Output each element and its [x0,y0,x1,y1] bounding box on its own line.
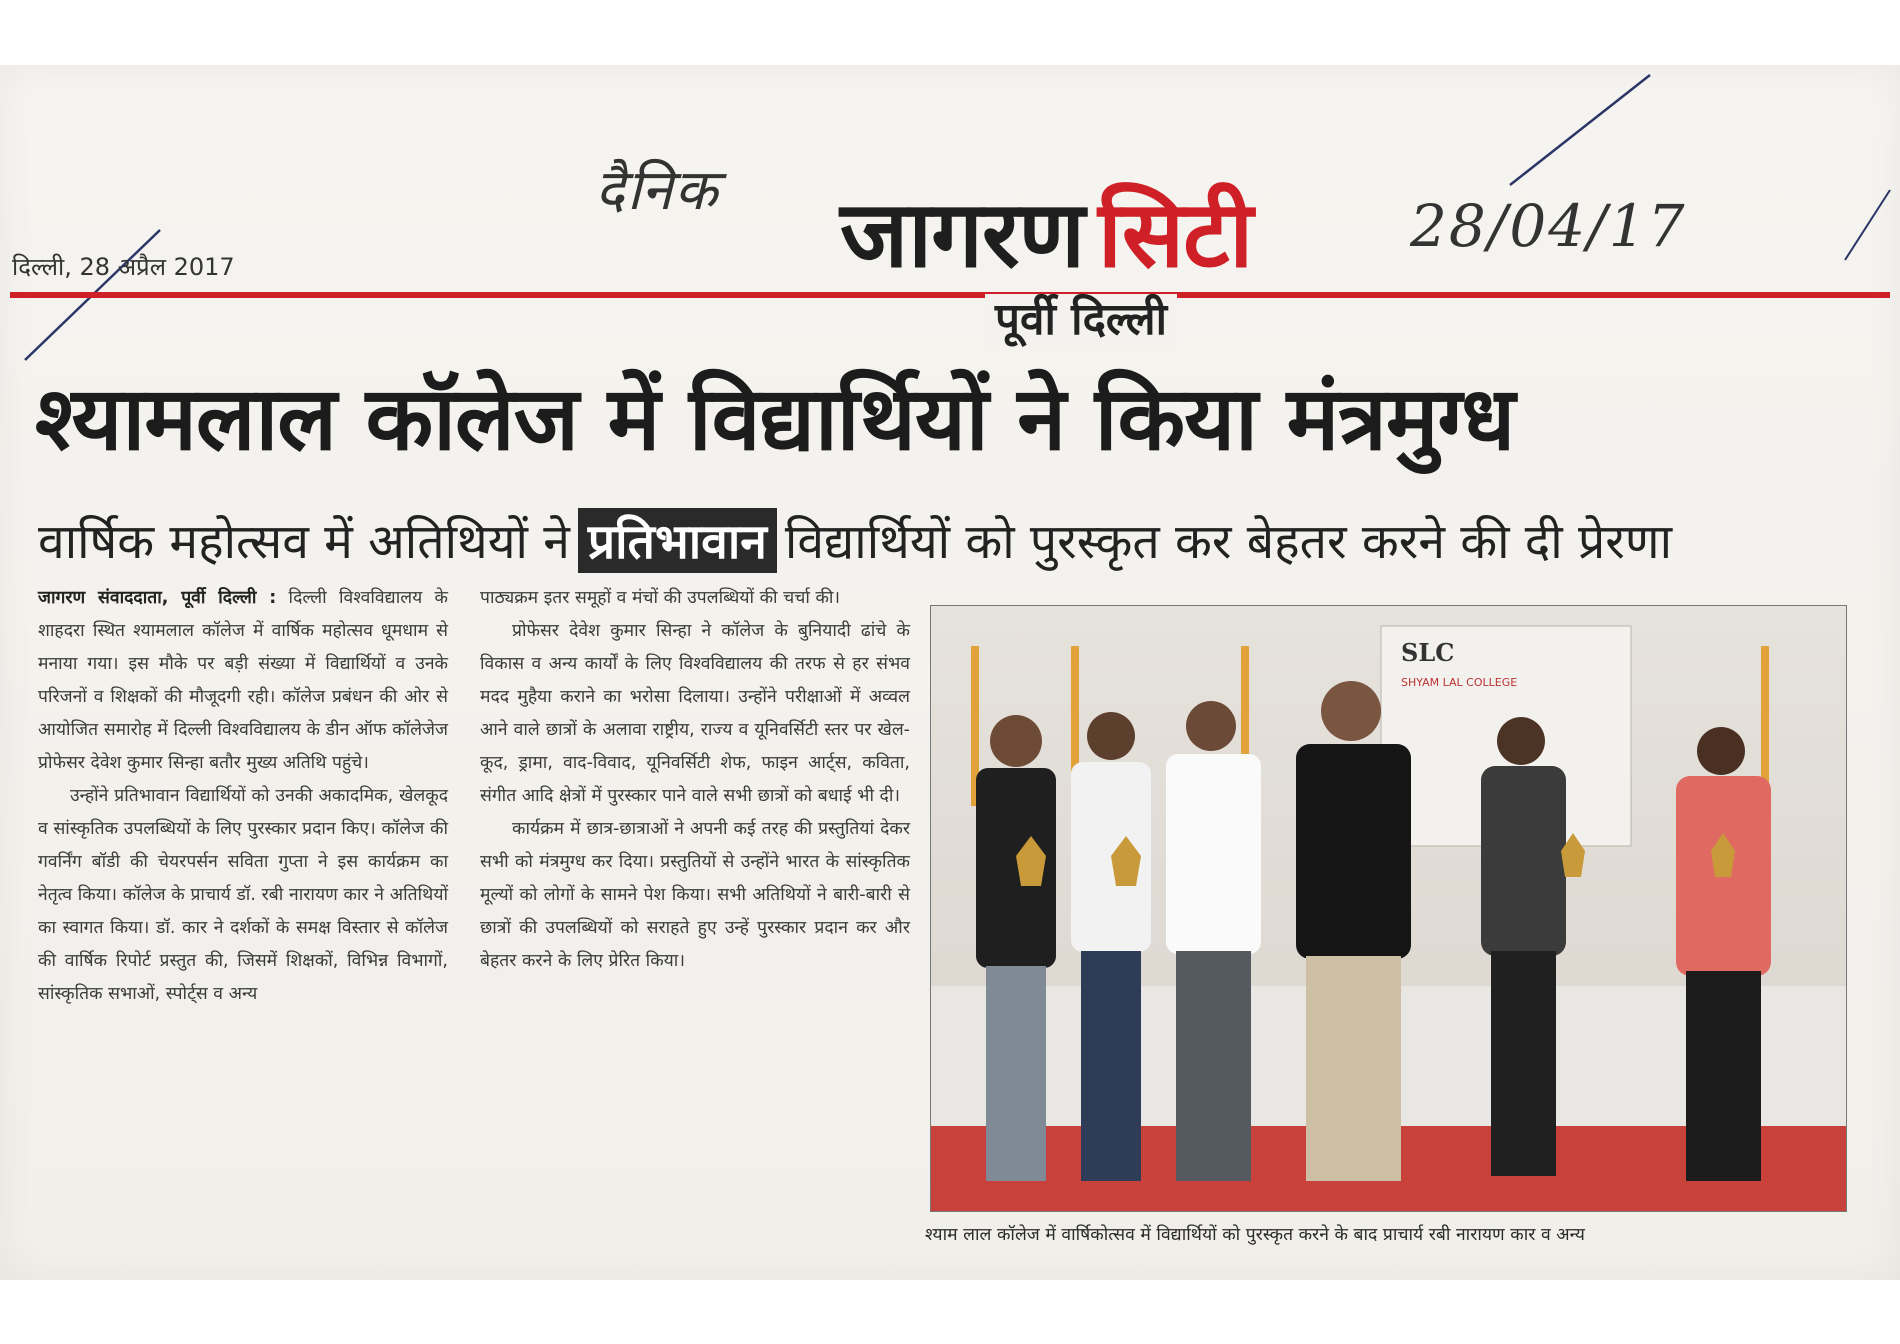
article-paragraph [38,582,448,780]
article-paragraph: कार्यक्रम में छात्र-छात्राओं ने अपनी कई तरह की प्रस्तुतियां देकर सभी को मंत्रमुग्ध कर दिया। प्रस्तुतियों से उन्होंने भारत के सांस्कृतिक मूल्यों को लोगों के सामने पेश किया। सभी अतिथियों ने बारी-बारी से छात्रों की उपलब्धियों को सराहते हुए उन्हें पुरस्कार प्रदान कर और बेहतर करने के लिए प्रेरित किया। [480,819,910,971]
article-paragraph: प्रोफेसर देवेश कुमार सिन्हा ने कॉलेज के बुनियादी ढांचे के विकास व अन्य कार्यों के लिए विश्वविद्यालय की तरफ से हर संभव मदद मुहैया कराने का भरोसा दिलाया। उन्होंने परीक्षाओं में अव्वल आने वाले छात्रों के अलावा राष्ट्रीय, राज्य व यूनिवर्सिटी स्तर पर खेल-कूद, ड्रामा, वाद-विवाद, यूनिवर्सिटी शेफ, फाइन आर्ट्स, कविता, संगीत आदि क्षेत्रों में पुरस्कार पाने वाले सभी छात्रों को बधाई भी दी। [480,621,910,806]
headline: श्यामलाल कॉलेज में विद्यार्थियों ने किया मंत्रमुग्ध [35,367,1515,470]
event-photo [930,605,1847,1212]
masthead [840,168,1252,293]
dateline: दिल्ली, 28 अप्रैल 2017 [12,253,235,281]
article-column-1 [38,582,448,1011]
person-5 [1481,717,1566,1176]
person-1 [976,715,1056,1181]
pen-stroke-top [1500,70,1660,190]
person-6 [1676,727,1771,1181]
pen-stroke-right [1840,185,1900,265]
masthead-title: जागरण [840,181,1085,288]
handwritten-date: 28/04/17 [1410,192,1687,260]
photo-caption: श्याम लाल कॉलेज में वार्षिकोत्सव में विद्यार्थियों को पुरस्कृत करने के बाद प्राचार्य रबी नारायण कार व अन्य [925,1225,1585,1245]
masthead-city: सिटी [1098,181,1253,288]
masthead-rule [10,292,1890,298]
subheadline-highlight: प्रतिभावान [578,508,777,573]
byline: जागरण संवाददाता, पूर्वी दिल्ली : [38,588,277,608]
subheadline [38,508,1672,573]
person-4 [1296,681,1411,1181]
person-3 [1166,701,1261,1181]
article-column-2 [480,582,910,978]
article-text: दिल्ली विश्वविद्यालय के शाहदरा स्थित श्यामलाल कॉलेज में वार्षिक महोत्सव धूमधाम से मनाया गया। इस मौके पर बड़ी संख्या में विद्यार्थियों व उनके परिजनों व शिक्षकों की मौजूदगी रही। कॉलेज प्रबंधन की ओर से आयोजित समारोह में दिल्ली विश्वविद्यालय के डीन ऑफ कॉलेजेज प्रोफेसर देवेश कुमार सिन्हा बतौर मुख्य अतिथि पहुंचे। [38,588,448,773]
article-paragraph: उन्होंने प्रतिभावान विद्यार्थियों को उनकी अकादमिक, खेलकूद व सांस्कृतिक उपलब्धियों के लिए पुरस्कार प्रदान किए। कॉलेज की गवर्निंग बॉडी की चेयरपर्सन सविता गुप्ता ने इस कार्यक्रम का नेतृत्व किया। कॉलेज के प्राचार्य डॉ. रबी नारायण कार ने अतिथियों का स्वागत किया। डॉ. कार ने दर्शकों के समक्ष विस्तार से कॉलेज की वार्षिक रिपोर्ट प्रस्तुत की, जिसमें शिक्षकों, विभिन्न विभागों, सांस्कृतिक सभाओं, स्पोर्ट्स व अन्य [38,786,448,1004]
photo-banner-logo: SLC [1401,638,1455,667]
article-paragraph: पाठ्यक्रम इतर समूहों व मंचों की उपलब्धियों की चर्चा की। [480,588,841,608]
photo-banner-college: SHYAM LAL COLLEGE [1401,676,1518,689]
subheadline-before: वार्षिक महोत्सव में अतिथियों ने [38,514,570,570]
handwritten-paper-name: दैनिक [595,158,720,223]
edition-label: पूर्वी दिल्ली [985,294,1177,346]
person-2 [1071,712,1151,1181]
subheadline-after: विद्यार्थियों को पुरस्कृत कर बेहतर करने की दी प्रेरणा [784,514,1673,570]
